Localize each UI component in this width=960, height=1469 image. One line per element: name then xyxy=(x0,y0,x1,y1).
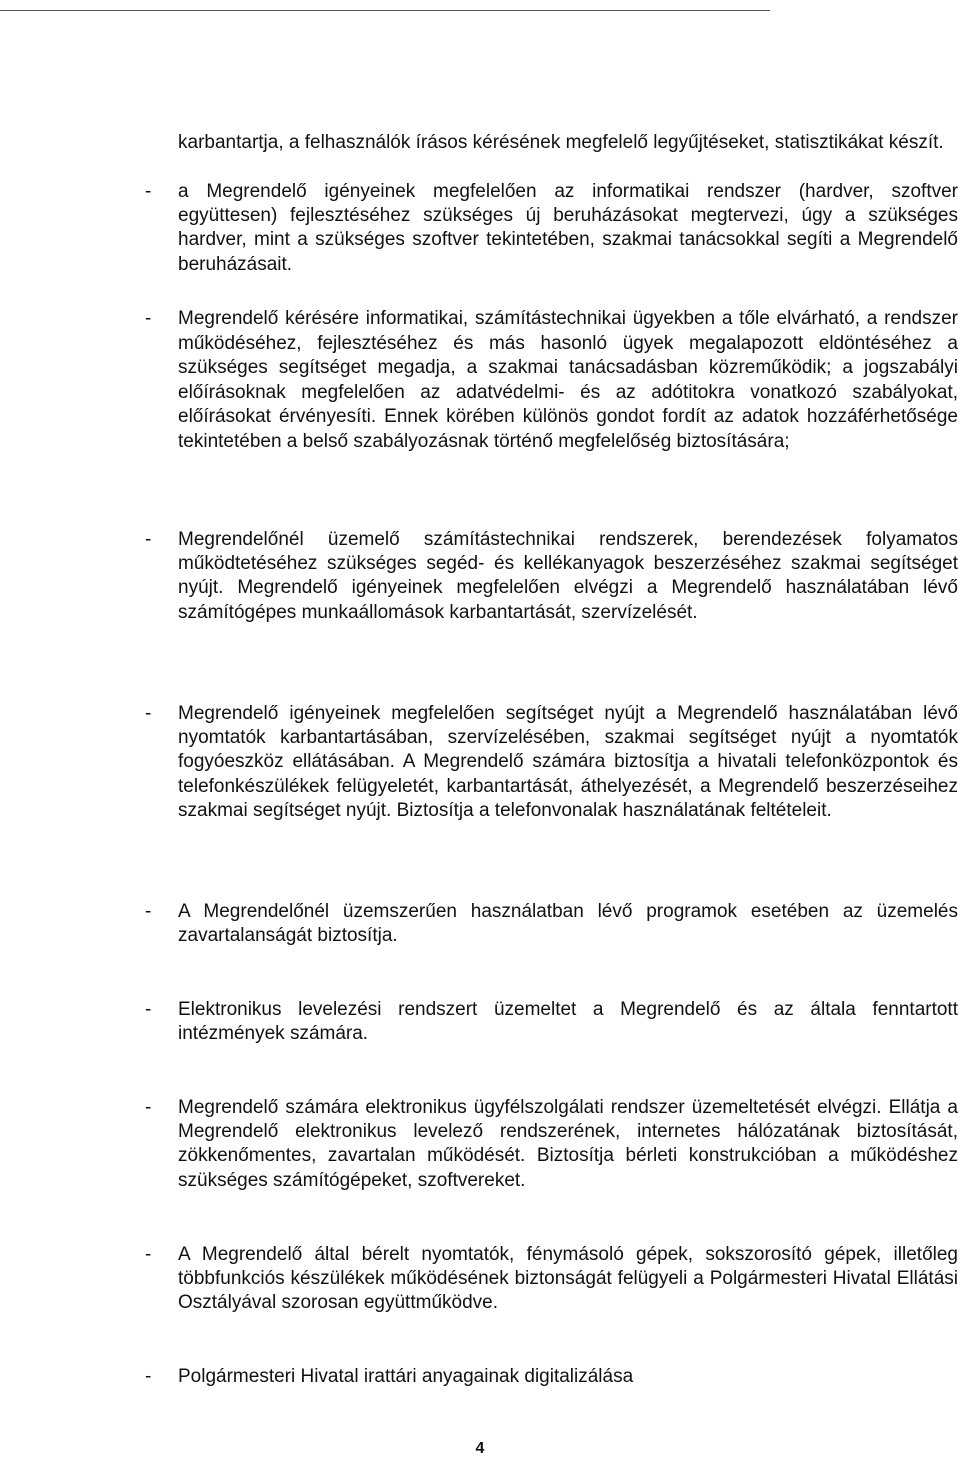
paragraph-text: karbantartja, a felhasználók írásos kérésének megfelelő legyűjtéseket, statisztikákat készít. xyxy=(178,132,944,153)
list-item-text: Megrendelő igényeinek megfelelően segítséget nyújt a Megrendelő használatában lévő nyomtatók karbantartásában, szervízelésében, szakmai segítséget nyújt a nyomtatók fogyóeszköz ellátásában. A Megrendelő számára biztosítja a hivatali telefonközpontok és telefonkészülékek felügyeletét, karbantartását, áthelyezését, a Megrendelő beszerzéseihez szakmai segítséget nyújt. Biztosítja a telefonvonalak használatának feltételeit. xyxy=(178,703,958,821)
list-item xyxy=(145,528,958,625)
bullet-dash: - xyxy=(145,308,152,329)
list-item xyxy=(145,1243,958,1316)
bullet-dash: - xyxy=(145,1244,152,1265)
bullet-dash: - xyxy=(145,1097,152,1118)
list-item-text: Megrendelő kérésére informatikai, számítástechnikai ügyekben a tőle elvárható, a rendszer működéséhez, fejlesztéséhez és más hasonló ügyek megalapozott eldöntéséhez a szükséges segítséget megadja, a szakmai tanácsadásban közreműködik; a jogszabályi előírásoknak megfelelően az adatvédelmi- és az adótitokra vonatkozó szabályokat, előírásokat érvényesíti. Ennek körében különös gondot fordít az adatok hozzáférhetősége tekintetében a belső szabályozásnak történő megfelelőség biztosítására; xyxy=(178,308,958,452)
bullet-dash: - xyxy=(145,901,152,922)
bullet-dash: - xyxy=(145,1366,152,1387)
list-item xyxy=(145,998,958,1046)
continuation-paragraph xyxy=(178,131,958,155)
bullet-dash: - xyxy=(145,529,152,550)
list-item-text: a Megrendelő igényeinek megfelelően az informatikai rendszer (hardver, szoftver együttesen) fejlesztéséhez szükséges új beruházásokat megtervezi, úgy a szükséges hardver, mint a szükséges szoftver tekintetében, szakmai tanácsokkal segíti a Megrendelő beruházásait. xyxy=(178,181,958,275)
bullet-dash: - xyxy=(145,181,152,202)
list-item-text: Megrendelő számára elektronikus ügyfélszolgálati rendszer üzemeltetését elvégzi. Ellátja a Megrendelő elektronikus levelező rendszerének, internetes hálózatának biztosítását, zökkenőmentes, zavartalan működését. Biztosítja bérleti konstrukcióban a működéshez szükséges számítógépeket, szoftvereket. xyxy=(178,1097,958,1191)
list-item xyxy=(145,180,958,277)
list-item-text: Elektronikus levelezési rendszert üzemeltet a Megrendelő és az általa fenntartott intézmények számára. xyxy=(178,999,958,1045)
list-item xyxy=(145,1096,958,1193)
page-number: 4 xyxy=(475,1440,485,1457)
list-item xyxy=(145,900,958,948)
list-item xyxy=(145,307,958,455)
header-rule xyxy=(0,10,770,11)
list-item-text: A Megrendelőnél üzemszerűen használatban lévő programok esetében az üzemelés zavartalanságát biztosítja. xyxy=(178,901,958,947)
list-item-text: Polgármesteri Hivatal irattári anyagainak digitalizálása xyxy=(178,1366,634,1387)
list-item-text: Megrendelőnél üzemelő számítástechnikai rendszerek, berendezések folyamatos működtetéséhez szükséges segéd- és kellékanyagok beszerzéséhez szakmai segítséget nyújt. Megrendelő igényeinek megfelelően elvégzi a Megrendelő használatában lévő számítógépes munkaállomások karbantartását, szervízelését. xyxy=(178,529,958,623)
list-item xyxy=(145,1365,958,1389)
bullet-dash: - xyxy=(145,999,152,1020)
list-item-text: A Megrendelő által bérelt nyomtatók, fénymásoló gépek, sokszorosító gépek, illetőleg többfunkciós készülékek működésének biztonságát felügyeli a Polgármesteri Hivatal Ellátási Osztályával szorosan együttműködve. xyxy=(178,1244,958,1314)
list-item xyxy=(145,702,958,823)
bullet-dash: - xyxy=(145,703,152,724)
